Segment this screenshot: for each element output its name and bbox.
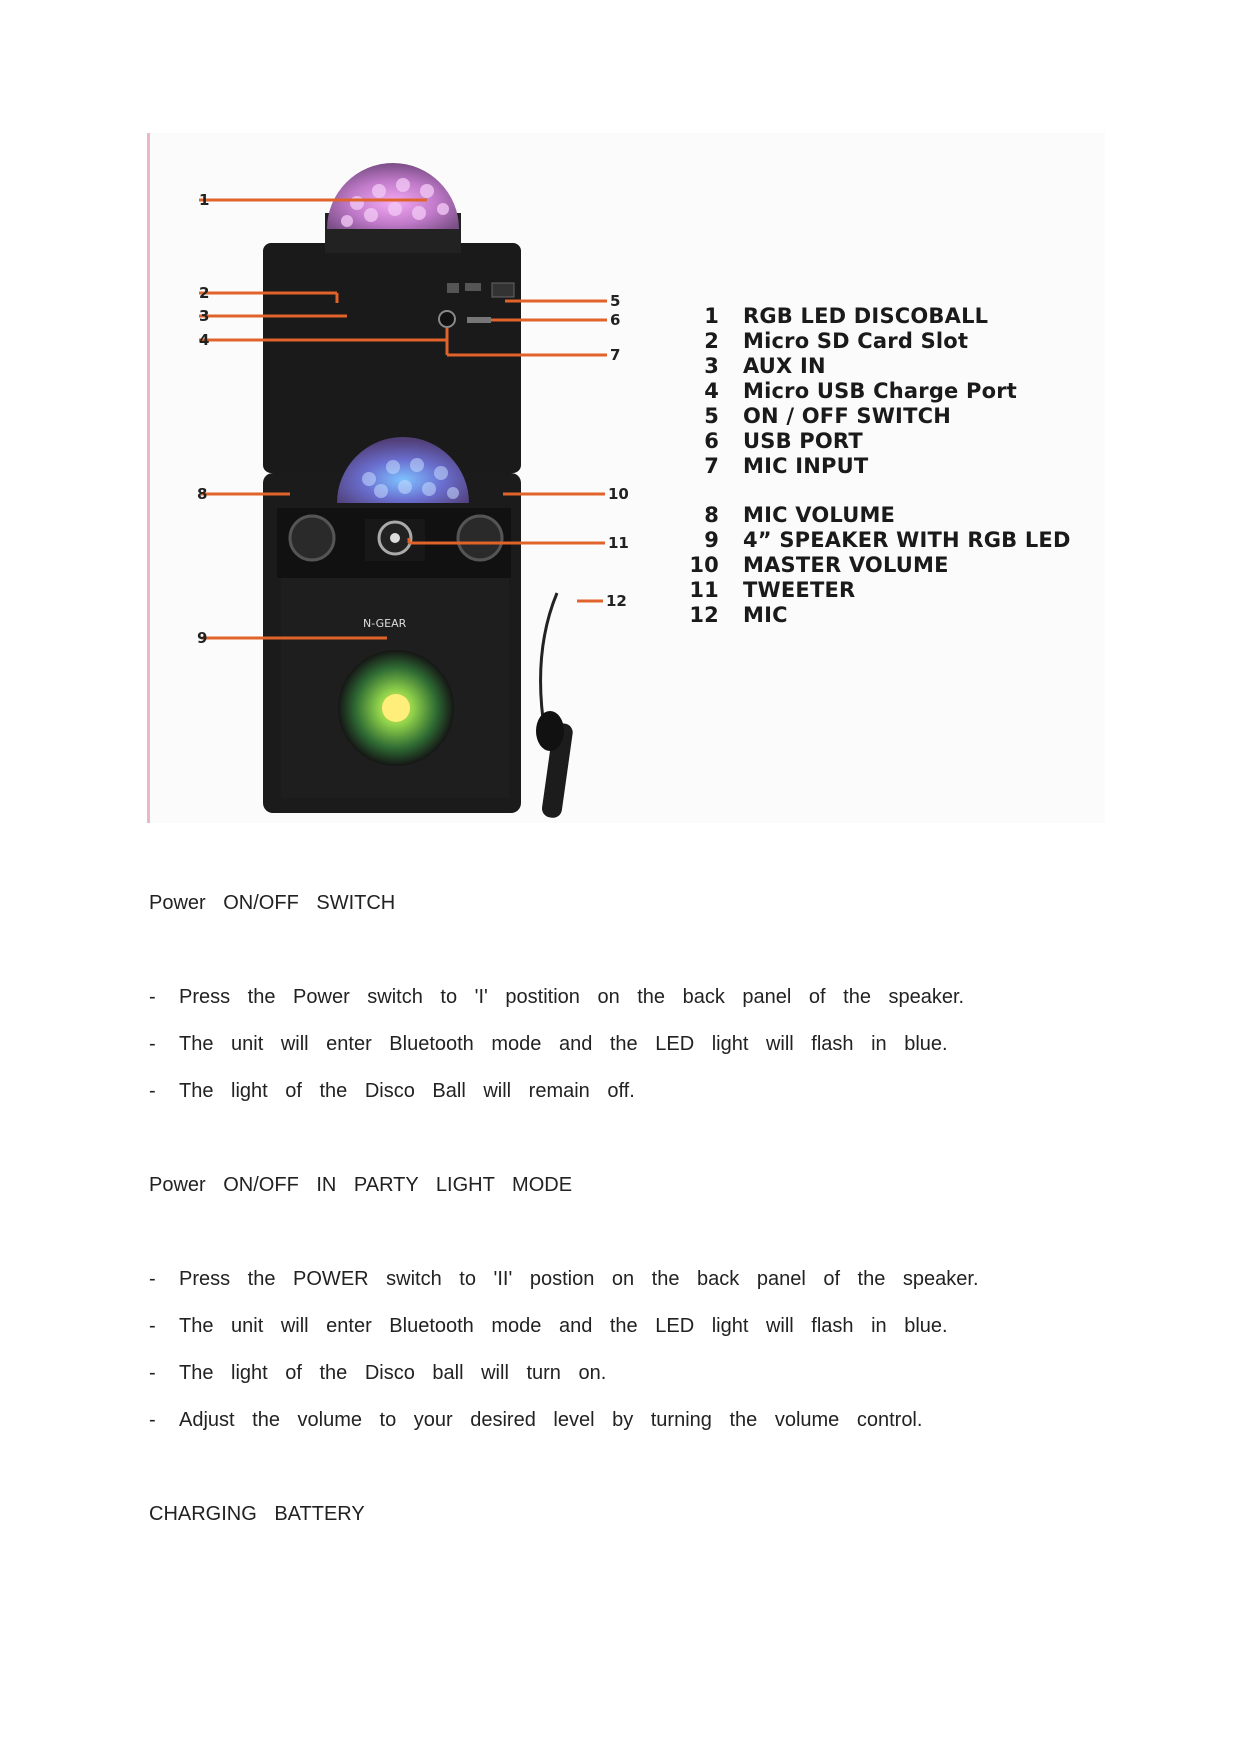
legend-item: 9 4” SPEAKER WITH RGB LED: [704, 527, 1071, 552]
list-item: - The unit will enter Bluetooth mode and the LED light will flash in blue.: [149, 1033, 948, 1055]
callout-number: 9: [197, 629, 208, 647]
list-item: - The light of the Disco ball will turn on.: [149, 1362, 607, 1384]
component-legend: [687, 303, 1071, 627]
list-item: - Press the Power switch to 'I' postition on the back panel of the speaker.: [149, 986, 965, 1008]
legend-item: 5 ON / OFF SWITCH: [704, 403, 951, 428]
callout-number: 3: [199, 307, 210, 325]
section-heading: Power ON/OFF IN PARTY LIGHT MODE: [149, 1174, 573, 1196]
callout-number: 12: [606, 592, 627, 610]
section-heading: CHARGING BATTERY: [149, 1503, 365, 1525]
list-item: - The unit will enter Bluetooth mode and the LED light will flash in blue.: [149, 1315, 948, 1337]
callout-number: 1: [199, 191, 210, 209]
callout-number: 2: [199, 284, 210, 302]
callout-number: 8: [197, 485, 208, 503]
list-item: - The light of the Disco Ball will remain off.: [149, 1080, 635, 1102]
callout-number: 6: [610, 311, 621, 329]
legend-item: 1 RGB LED DISCOBALL: [704, 303, 989, 328]
callout-number: 7: [610, 346, 621, 364]
list-item: - Press the POWER switch to 'II' postion on the back panel of the speaker.: [149, 1268, 979, 1290]
legend-item: 8 MIC VOLUME: [704, 502, 896, 527]
callout-number: 4: [199, 331, 210, 349]
callout-number: 5: [610, 292, 621, 310]
legend-item: 2 Micro SD Card Slot: [704, 328, 969, 353]
legend-item: 4 Micro USB Charge Port: [704, 378, 1018, 403]
section-heading: Power ON/OFF SWITCH: [149, 892, 396, 914]
legend-item: 3 AUX IN: [704, 353, 826, 378]
product-figure: [147, 133, 1105, 823]
legend-item: 7 MIC INPUT: [704, 453, 869, 478]
legend-item: 12 MIC: [689, 602, 788, 627]
legend-item: 10 MASTER VOLUME: [689, 552, 949, 577]
instructions-text: [149, 880, 1109, 1538]
callout-number: 10: [608, 485, 629, 503]
brand-logo: N-GEAR: [363, 617, 407, 630]
master-volume-knob: [458, 516, 502, 560]
list-item: - Adjust the volume to your desired level by turning the volume control.: [149, 1409, 923, 1431]
legend-item: 6 USB PORT: [704, 428, 863, 453]
mic-volume-knob: [290, 516, 334, 560]
callout-number: 11: [608, 534, 629, 552]
legend-item: 11 TWEETER: [689, 577, 856, 602]
